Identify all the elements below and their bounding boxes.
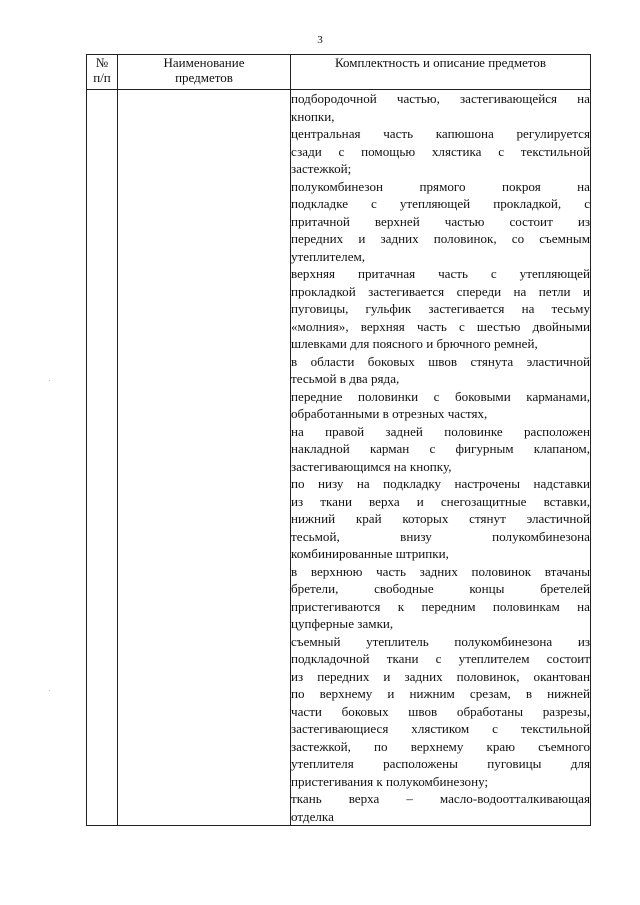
description-line: тесьмой, внизу полукомбинезона — [291, 528, 590, 544]
description-line: нижний край которых стянут эластичной — [291, 511, 590, 526]
description-line: съемный утеплитель полукомбинезона из — [291, 633, 590, 649]
description-line: пристегиваются к передним половинкам на — [291, 598, 590, 614]
description-line: тесьмой в два ряда, — [291, 371, 400, 386]
description-line: бретели, свободные концы бретелей — [291, 581, 590, 596]
description-line: кнопки, — [291, 108, 335, 124]
description-line: верхняя притачная часть с утепляющей — [291, 266, 590, 281]
header-number — [87, 55, 118, 90]
description-line: в области боковых швов стянута эластичной — [291, 353, 590, 369]
table-row — [87, 90, 591, 826]
header-number-line-2: п/п — [93, 70, 111, 85]
header-number-line-1: № — [95, 55, 109, 70]
description-line: подкладочной ткани с утеплителем состоит — [291, 651, 590, 666]
description-line: передних и задних половинок, со съемным — [291, 231, 590, 246]
cell-description — [291, 90, 591, 826]
description-line: ткань верха – масло-водоотталкивающая — [291, 791, 590, 806]
description-line: комбинированные штрипки, — [291, 546, 449, 561]
table-header-row — [87, 55, 591, 90]
description-line: сзади с помощью хлястика с текстильной — [291, 143, 590, 159]
description-line: по низу на подкладку настрочены надставки — [291, 476, 590, 491]
description-line: в верхнюю часть задних половинок втачаны — [291, 563, 590, 579]
description-line: застегивающиеся хлястиком с текстильной — [291, 721, 590, 736]
header-description — [291, 55, 591, 90]
description-line: утеплителем, — [291, 248, 366, 264]
header-item-name — [118, 55, 291, 90]
header-description-text: Комплектность и описание предметов — [334, 55, 547, 70]
cell-item-name — [118, 90, 291, 826]
header-item-name-line-1: Наименование — [163, 55, 245, 70]
cell-number — [87, 90, 118, 826]
description-line: обработанными в отрезных частях, — [291, 406, 488, 421]
description-line: центральная часть капюшона регулируется — [291, 126, 590, 141]
description-line: подбородочной частью, застегивающейся на — [291, 91, 590, 106]
description-line: прокладкой застегивается спереди на петли и — [291, 283, 590, 299]
description-line: «молния», верхняя часть с шестью двойными — [291, 318, 590, 334]
description-line: утеплителя расположены пуговицы для — [291, 756, 590, 771]
description-line: накладной карман с фигурным клапаном, — [291, 441, 590, 456]
description-line: пристегивания к полукомбинезону; — [291, 773, 489, 789]
description-line: полукомбинезон прямого покроя на — [291, 178, 590, 194]
page-number: 3 — [317, 34, 323, 46]
description-line: отделка — [291, 808, 334, 824]
description-line: передние половинки с боковыми карманами, — [291, 388, 590, 404]
header-item-name-line-2: предметов — [175, 70, 233, 85]
description-line: притачной верхней частью состоит из — [291, 213, 590, 229]
description-line: по верхнему и нижним срезам, в нижней — [291, 686, 590, 701]
description-line: подкладке с утепляющей прокладкой, с — [291, 196, 590, 211]
description-line: цупферные замки, — [291, 616, 394, 631]
description-line: из передних и задних половинок, окантован — [291, 668, 590, 684]
description-line: пуговицы, гульфик застегивается на тесьму — [291, 301, 590, 316]
description-line: на правой задней половинке расположен — [291, 423, 590, 439]
description-line: застежкой, по верхнему краю съемного — [291, 738, 590, 754]
items-table — [86, 54, 591, 826]
margin-dot — [49, 690, 50, 691]
description-line: из ткани верха и снегозащитные вставки, — [291, 493, 590, 509]
description-line: шлевками для поясного и брючного ремней, — [291, 336, 538, 351]
description-line: застежкой; — [291, 161, 352, 176]
margin-dot — [49, 380, 50, 381]
description-line: застегивающимся на кнопку, — [291, 458, 452, 474]
description-line: части боковых швов обработаны разрезы, — [291, 703, 590, 719]
